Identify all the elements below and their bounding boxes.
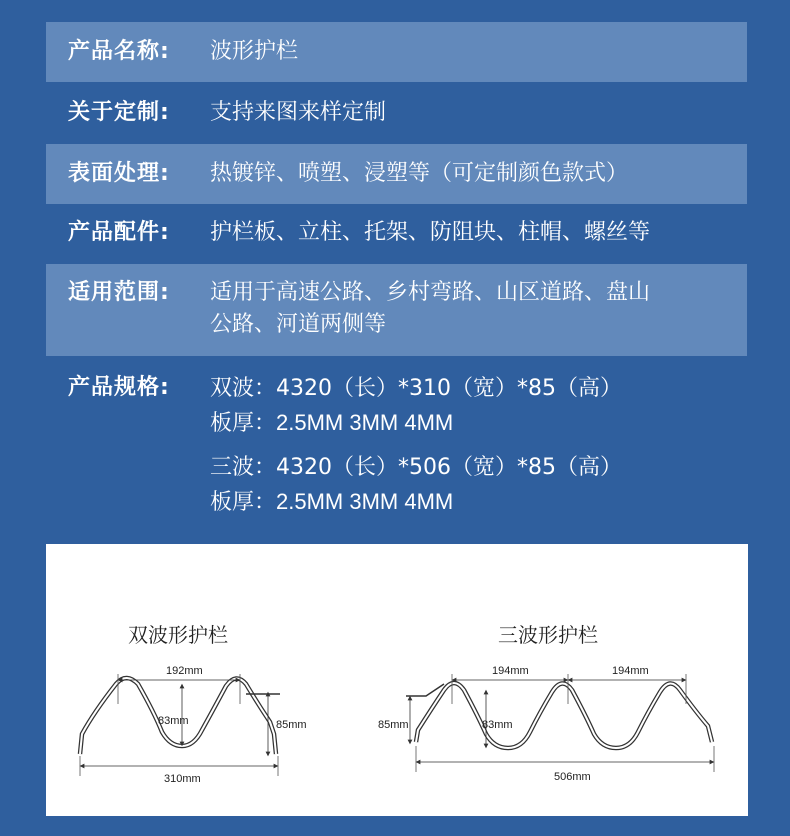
spec-triple-thickness-line xyxy=(210,485,727,520)
label-accessories: 产品配件: xyxy=(68,220,170,245)
triple-wave-flange xyxy=(406,684,444,696)
spec-double-thickness-line xyxy=(210,406,727,441)
double-height-label: 85mm xyxy=(276,719,307,731)
double-width-label: 310mm xyxy=(164,773,201,785)
row-surface-treatment xyxy=(46,144,747,204)
row-specification xyxy=(46,372,747,522)
spec-double-thickness-label: 板厚： xyxy=(210,411,277,436)
value-product-name: 波形护栏 xyxy=(210,39,299,64)
double-depth-label: 83mm xyxy=(158,715,189,727)
double-wave-title: 双波形护栏 xyxy=(128,623,228,647)
spec-gap xyxy=(210,441,727,451)
triple-height-label: 85mm xyxy=(378,719,409,731)
value-application-scope-line1: 适用于高速公路、乡村弯路、山区道路、盘山 xyxy=(210,280,651,305)
row-accessories xyxy=(46,204,747,264)
profile-diagram-panel xyxy=(46,544,748,816)
value-application-scope xyxy=(210,277,747,341)
value-application-scope-line2: 公路、河道两侧等 xyxy=(210,312,387,337)
row-customization xyxy=(46,82,747,144)
triple-width-label: 506mm xyxy=(554,771,591,783)
label-application-scope: 适用范围: xyxy=(68,280,170,305)
spec-triple-thickness: 2.5MM 3MM 4MM xyxy=(276,489,454,514)
triple-wave-diagram xyxy=(378,623,714,783)
triple-pitch2-label: 194mm xyxy=(612,665,649,677)
spec-double-thickness: 2.5MM 3MM 4MM xyxy=(276,410,454,435)
value-customization: 支持来图来样定制 xyxy=(210,100,387,125)
value-surface-treatment: 热镀锌、喷塑、浸塑等（可定制颜色款式） xyxy=(210,161,629,186)
row-application-scope xyxy=(46,264,747,356)
double-pitch-label: 192mm xyxy=(166,665,203,677)
row-product-name xyxy=(46,22,747,82)
profile-diagram xyxy=(46,544,748,816)
double-wave-diagram xyxy=(80,623,307,785)
triple-pitch1-label: 194mm xyxy=(492,665,529,677)
triple-wave-profile xyxy=(416,683,712,748)
spec-triple-size: 三波：4320（长）*506（宽）*85（高） xyxy=(210,455,622,480)
spec-double-size: 双波：4320（长）*310（宽）*85（高） xyxy=(210,376,622,401)
label-customization: 关于定制: xyxy=(68,100,170,125)
label-product-name: 产品名称: xyxy=(68,39,170,64)
value-accessories: 护栏板、立柱、托架、防阻块、柱帽、螺丝等 xyxy=(210,220,651,245)
value-specification xyxy=(210,372,747,520)
spec-triple-thickness-label: 板厚： xyxy=(210,490,277,515)
triple-depth-label: 83mm xyxy=(482,719,513,731)
label-surface-treatment: 表面处理: xyxy=(68,161,170,186)
triple-wave-title: 三波形护栏 xyxy=(498,623,598,647)
label-specification: 产品规格: xyxy=(68,375,170,400)
